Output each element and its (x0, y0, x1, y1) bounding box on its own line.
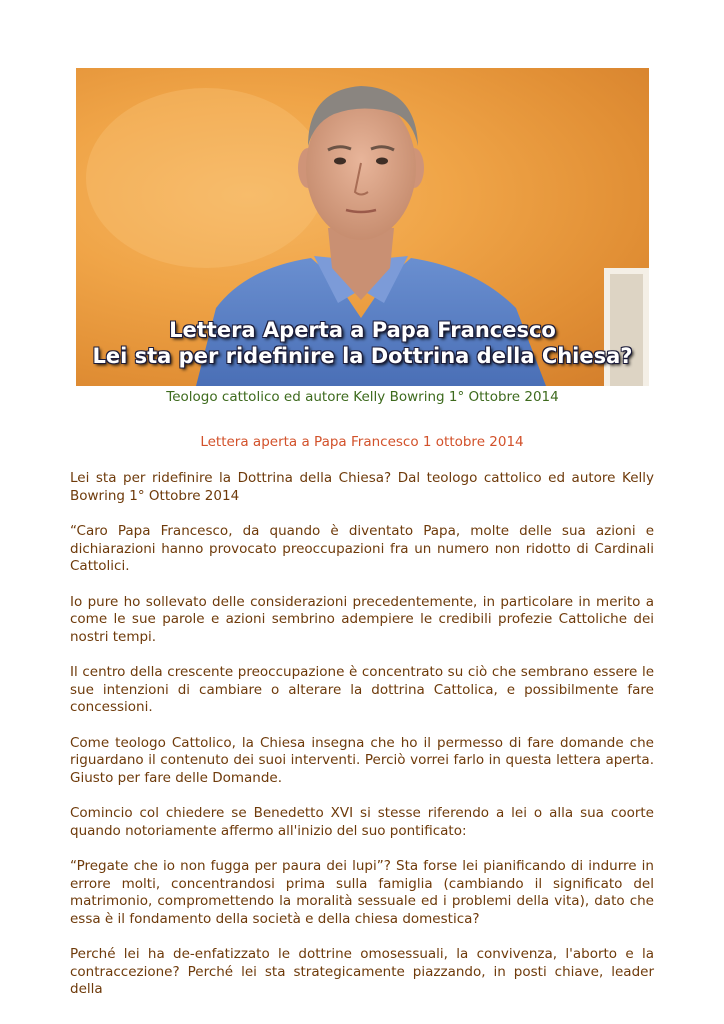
video-caption-line-2: Lei sta per ridefinire la Dottrina della Chiesa? (92, 344, 633, 368)
photo-credit: Teologo cattolico ed autore Kelly Bowring 1° Ottobre 2014 (166, 389, 559, 405)
paragraph: Comincio col chiedere se Benedetto XVI si stesse riferendo a lei o alla sua coorte quando notoriamente affermo all'inizio del suo pontificato: (70, 805, 654, 839)
video-still-image (76, 68, 649, 386)
letter-body (70, 470, 654, 1017)
paragraph: Lei sta per ridefinire la Dottrina della Chiesa? Dal teologo cattolico ed autore Kelly Bowring 1° Ottobre 2014 (70, 470, 654, 504)
letter-heading: Lettera aperta a Papa Francesco 1 ottobre 2014 (200, 434, 524, 450)
paragraph: Il centro della crescente preoccupazione è concentrato su ciò che sembrano essere le sue intenzioni di cambiare o alterare la dottrina Cattolica, e possibilmente fare concessioni. (70, 664, 654, 715)
paragraph: Come teologo Cattolico, la Chiesa insegna che ho il permesso di fare domande che riguardano il contenuto dei suoi interventi. Perciò vorrei farlo in questa lettera aperta. Giusto per fare delle Domande. (70, 734, 654, 786)
paragraph: “Caro Papa Francesco, da quando è diventato Papa, molte delle sua azioni e dichiarazioni hanno provocato preoccupazioni fra un numero non ridotto di Cardinali Cattolici. (70, 523, 654, 574)
paragraph: Perché lei ha de-enfatizzato le dottrine omosessuali, la convivenza, l'aborto e la contraccezione? Perché lei sta strategicamente piazzando, in posti chiave, leader della (70, 946, 654, 997)
paragraph: “Pregate che io non fugga per paura dei lupi”? Sta forse lei pianificando di indurre in errore molti, concentrandosi prima sulla famiglia (cambiando il significato del matrimonio, compromettendo la moralità sessuale ed i problemi della vita), dato che essa è il fondamento della società e della chiesa domestica? (70, 858, 654, 927)
video-caption-line-1: Lettera Aperta a Papa Francesco (169, 318, 556, 342)
paragraph: Io pure ho sollevato delle considerazioni precedentemente, in particolare in merito a come le sue parole e azioni sembrino adempiere le credibili profezie Cattoliche dei nostri tempi. (70, 593, 654, 645)
